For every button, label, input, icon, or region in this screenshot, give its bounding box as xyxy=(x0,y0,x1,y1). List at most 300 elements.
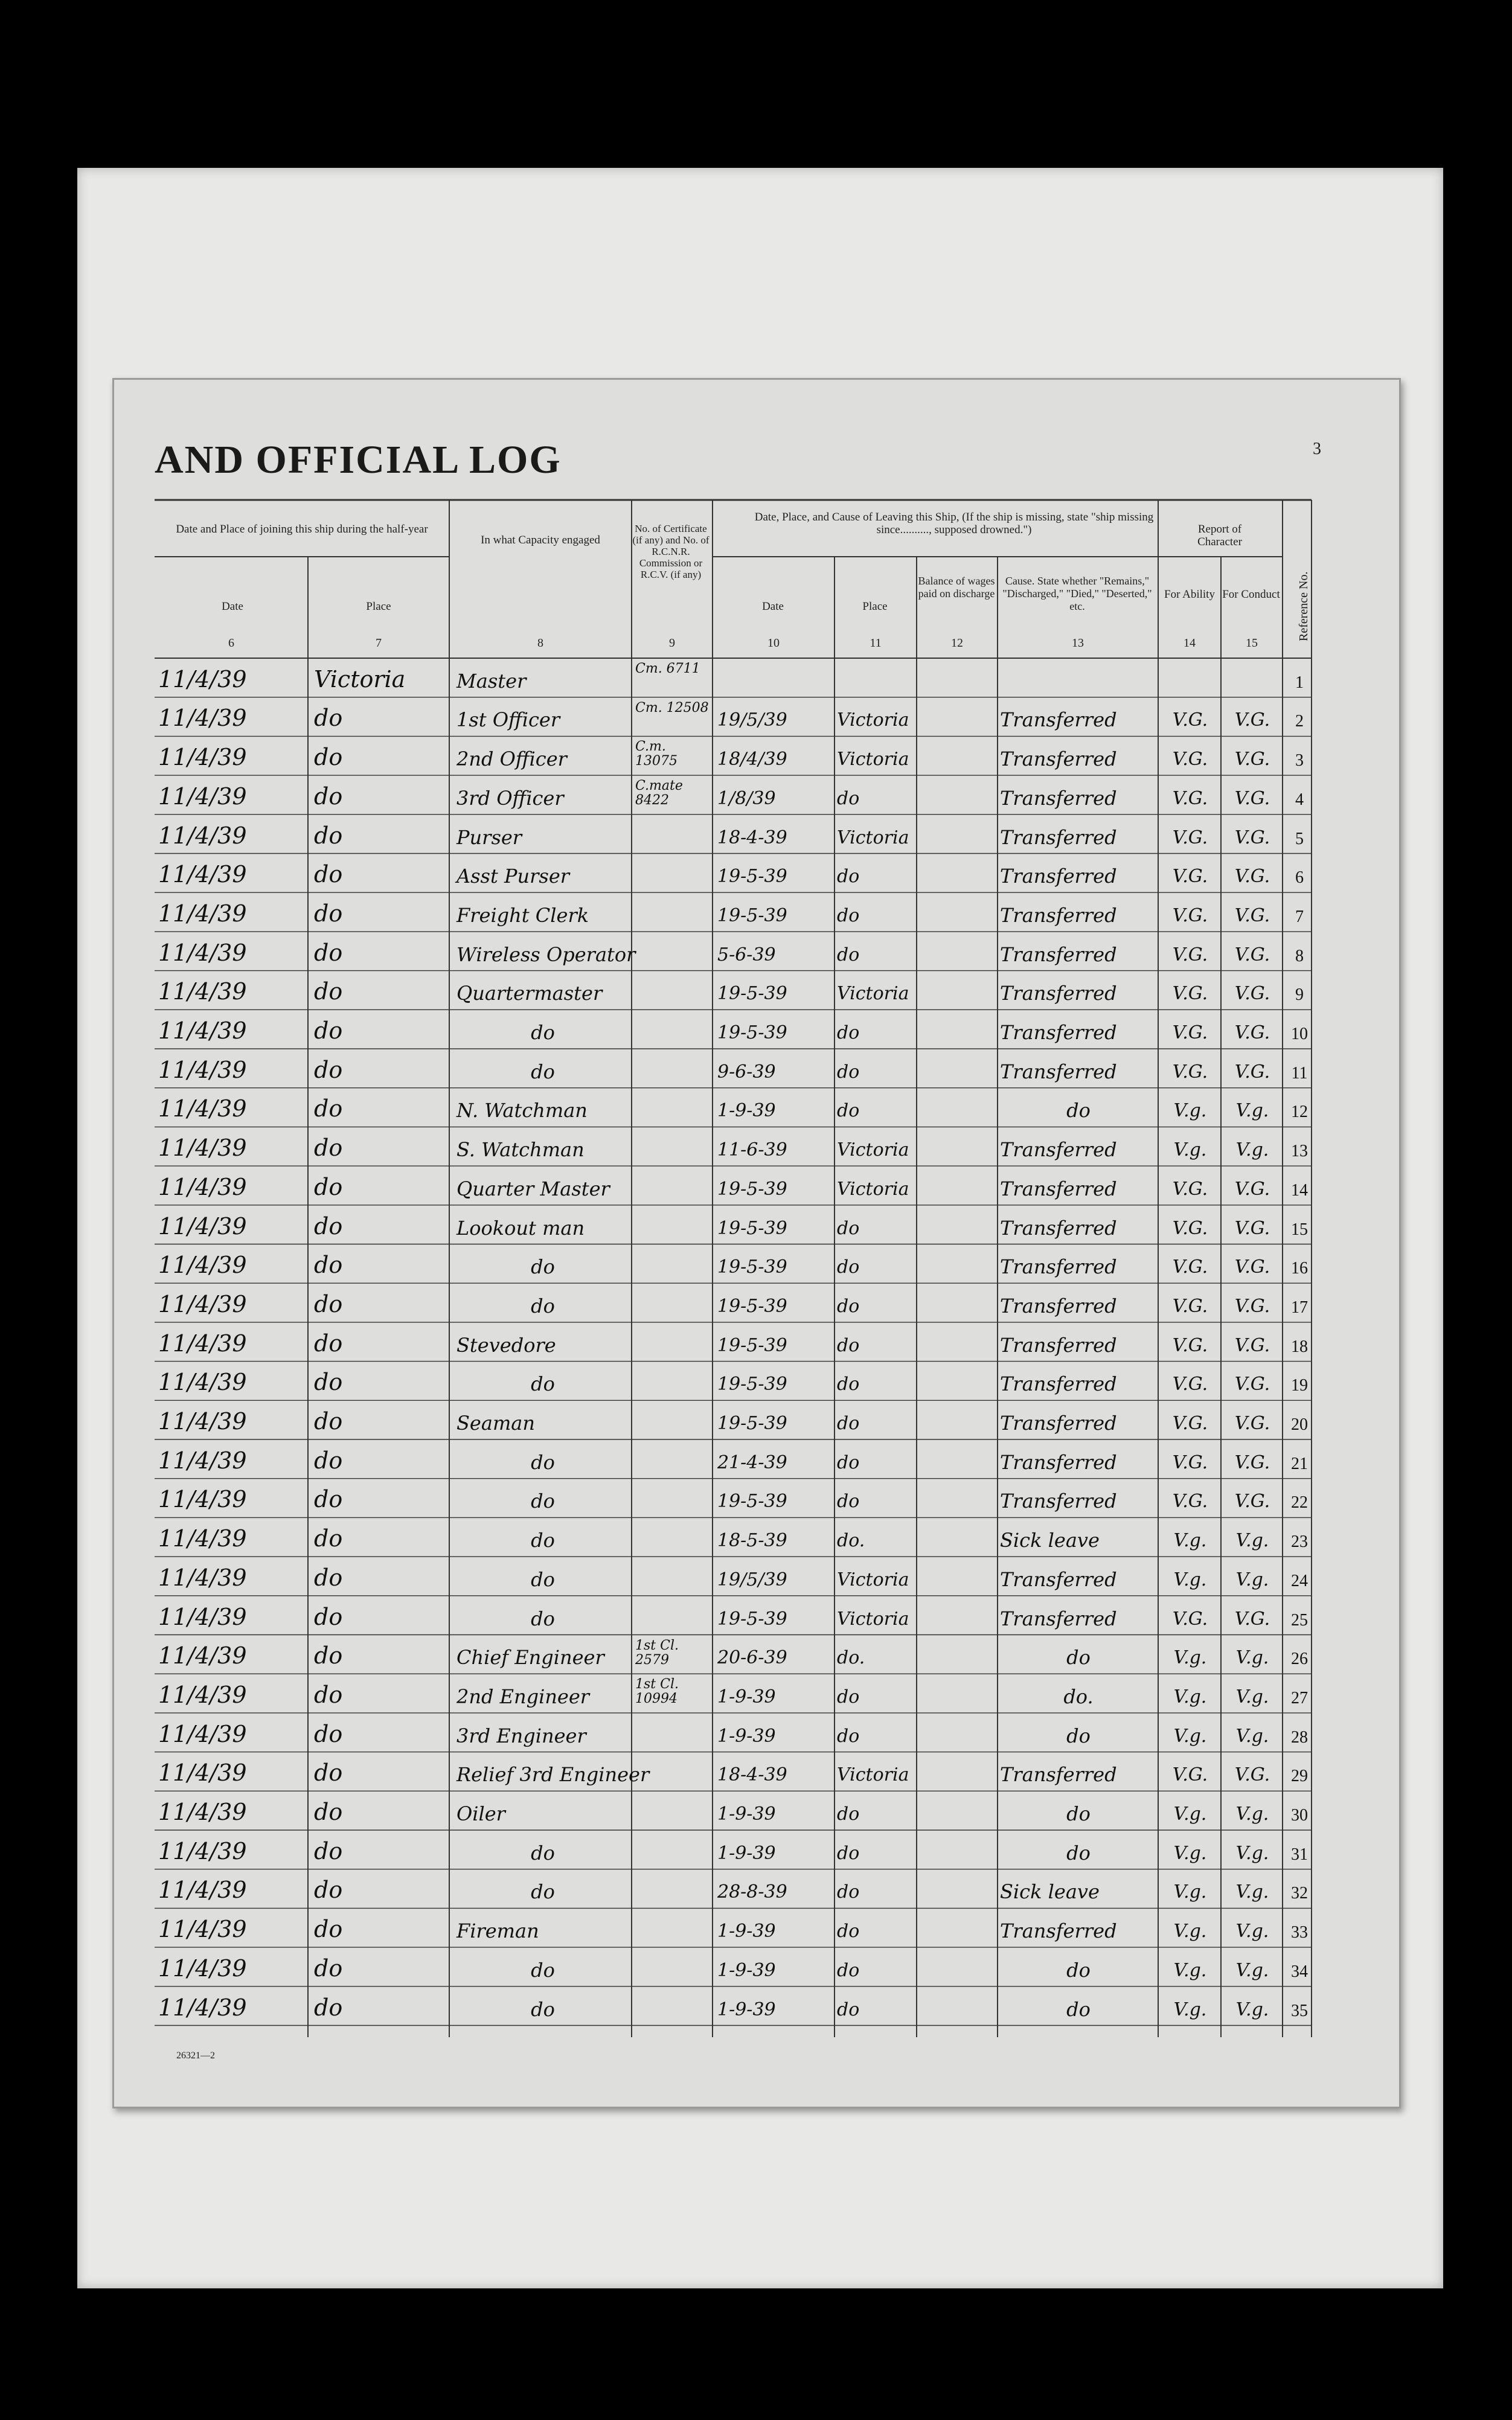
leave-date-cell: 19-5-39 xyxy=(717,904,787,926)
reference-number: 18 xyxy=(1291,1337,1308,1356)
conduct-cell: V.G. xyxy=(1234,1334,1270,1356)
leave-date-cell: 19-5-39 xyxy=(717,1256,787,1278)
reference-number: 26 xyxy=(1291,1650,1308,1669)
column-number: 8 xyxy=(537,636,543,650)
join-date-cell: 11/4/39 xyxy=(158,1954,247,1982)
cause-cell: Transferred xyxy=(1000,747,1117,771)
join-place-cell: do xyxy=(314,744,343,771)
reference-number: 23 xyxy=(1291,1532,1308,1552)
ability-cell: V.g. xyxy=(1173,1804,1207,1825)
conduct-cell: V.g. xyxy=(1235,1530,1269,1552)
conduct-cell: V.G. xyxy=(1234,866,1270,888)
page-number: 3 xyxy=(1313,440,1321,458)
join-place-cell: do xyxy=(314,1759,343,1787)
leave-date-cell: 1-9-39 xyxy=(717,1842,776,1864)
leave-place-cell: do xyxy=(837,1334,860,1356)
leave-place-cell: do xyxy=(837,1061,860,1083)
join-place-cell: do xyxy=(314,1290,343,1317)
header-join-place: Place xyxy=(366,600,391,613)
ability-cell: V.G. xyxy=(1172,1764,1208,1786)
conduct-cell: V.G. xyxy=(1234,827,1270,848)
capacity-cell: Quarter Master xyxy=(456,1177,610,1200)
join-date-cell: 11/4/39 xyxy=(158,1837,247,1865)
join-date-cell: 11/4/39 xyxy=(158,1369,247,1396)
ability-cell: V.G. xyxy=(1172,866,1208,888)
cause-cell: Transferred xyxy=(1000,1177,1117,1200)
header-leave-date: Date xyxy=(762,600,784,613)
leave-place-cell: do xyxy=(837,1725,860,1747)
form-code: 26321—2 xyxy=(176,2050,215,2061)
conduct-cell: V.G. xyxy=(1234,749,1270,770)
join-place-cell: do xyxy=(314,822,343,849)
conduct-cell: V.G. xyxy=(1234,1295,1270,1317)
cause-cell: Transferred xyxy=(1000,943,1117,966)
reference-number: 31 xyxy=(1291,1845,1308,1864)
conduct-cell: V.G. xyxy=(1234,1764,1270,1786)
join-date-cell: 11/4/39 xyxy=(158,978,247,1005)
leave-date-cell: 19-5-39 xyxy=(717,1413,787,1434)
reference-number: 22 xyxy=(1291,1493,1308,1512)
ability-cell: V.G. xyxy=(1172,1022,1208,1043)
conduct-cell: V.g. xyxy=(1235,1881,1269,1903)
ability-cell: V.G. xyxy=(1172,1413,1208,1434)
leave-place-cell: Victoria xyxy=(837,827,909,848)
leave-place-cell: Victoria xyxy=(837,1608,909,1630)
join-place-cell: do xyxy=(314,705,343,732)
header-conduct: For Conduct xyxy=(1222,588,1280,601)
leave-date-cell: 1/8/39 xyxy=(717,787,776,809)
capacity-cell: Fireman xyxy=(456,1919,539,1943)
column-number: 7 xyxy=(376,636,382,650)
leave-place-cell: do. xyxy=(837,1530,865,1552)
join-place-cell: do xyxy=(314,1564,343,1591)
header-reference-no: Reference No. xyxy=(1297,571,1310,641)
leave-date-cell: 5-6-39 xyxy=(717,944,776,965)
leave-place-cell: Victoria xyxy=(837,709,909,731)
join-place-cell: do xyxy=(314,1954,343,1982)
conduct-cell: V.G. xyxy=(1234,787,1270,809)
conduct-cell: V.g. xyxy=(1235,1725,1269,1747)
ability-cell: V.G. xyxy=(1172,1452,1208,1473)
join-date-cell: 11/4/39 xyxy=(158,861,247,888)
capacity-cell: do xyxy=(531,1567,555,1591)
cause-cell: Transferred xyxy=(1000,1255,1117,1279)
ability-cell: V.g. xyxy=(1173,1921,1207,1942)
reference-number: 4 xyxy=(1295,790,1304,809)
capacity-cell: do xyxy=(531,1880,555,1904)
cause-cell: Sick leave xyxy=(1000,1880,1100,1904)
conduct-cell: V.g. xyxy=(1235,1569,1269,1590)
join-date-cell: 11/4/39 xyxy=(158,1681,247,1708)
join-date-cell: 11/4/39 xyxy=(158,1525,247,1552)
cause-cell: Transferred xyxy=(1000,1372,1117,1396)
leave-place-cell: do xyxy=(837,1022,860,1043)
leave-date-cell: 20-6-39 xyxy=(717,1647,787,1669)
ability-cell: V.G. xyxy=(1172,787,1208,809)
reference-number: 19 xyxy=(1291,1376,1308,1395)
capacity-cell: 1st Officer xyxy=(456,708,560,732)
capacity-cell: 2nd Engineer xyxy=(456,1685,590,1708)
conduct-cell: V.g. xyxy=(1235,1921,1269,1942)
conduct-cell: V.G. xyxy=(1234,1374,1270,1395)
join-date-cell: 11/4/39 xyxy=(158,1447,247,1474)
ability-cell: V.G. xyxy=(1172,1295,1208,1317)
capacity-cell: do xyxy=(531,1450,555,1474)
reference-number: 8 xyxy=(1295,946,1304,965)
ability-cell: V.g. xyxy=(1173,1100,1207,1122)
join-place-cell: do xyxy=(314,1408,343,1435)
join-place-cell: do xyxy=(314,1916,343,1943)
reference-number: 32 xyxy=(1291,1884,1308,1903)
conduct-cell: V.G. xyxy=(1234,904,1270,926)
leave-date-cell: 19-5-39 xyxy=(717,1295,787,1317)
ability-cell: V.g. xyxy=(1173,1530,1207,1552)
ability-cell: V.g. xyxy=(1173,1647,1207,1669)
join-date-cell: 11/4/39 xyxy=(158,1877,247,1904)
reference-number: 11 xyxy=(1291,1063,1308,1083)
leave-date-cell: 18-4-39 xyxy=(717,827,787,848)
reference-number: 13 xyxy=(1291,1142,1308,1161)
leave-date-cell: 19/5/39 xyxy=(717,1569,787,1590)
cause-cell: Transferred xyxy=(1000,1763,1117,1787)
certificate-cell: 1st Cl. 2579 xyxy=(635,1637,679,1668)
header-joining-group: Date and Place of joining this ship during the half-year xyxy=(176,523,428,536)
capacity-cell: do xyxy=(531,1841,555,1865)
leave-place-cell: do xyxy=(837,1413,860,1434)
capacity-cell: 3rd Engineer xyxy=(456,1724,586,1747)
ability-cell: V.G. xyxy=(1172,944,1208,965)
join-date-cell: 11/4/39 xyxy=(158,1642,247,1669)
reference-number: 21 xyxy=(1291,1454,1308,1473)
column-number: 14 xyxy=(1184,636,1196,650)
join-date-cell: 11/4/39 xyxy=(158,1212,247,1240)
leave-place-cell: do xyxy=(837,1959,860,1981)
join-place-cell: do xyxy=(314,1720,343,1747)
join-date-cell: 11/4/39 xyxy=(158,1916,247,1943)
ability-cell: V.G. xyxy=(1172,1061,1208,1083)
leave-date-cell: 19-5-39 xyxy=(717,1022,787,1043)
column-number: 13 xyxy=(1072,636,1084,650)
cause-cell: Transferred xyxy=(1000,903,1117,927)
leave-place-cell: do xyxy=(837,1374,860,1395)
join-date-cell: 11/4/39 xyxy=(158,1759,247,1787)
capacity-cell: Relief 3rd Engineer xyxy=(456,1763,650,1787)
column-number: 11 xyxy=(870,636,882,650)
capacity-cell: N. Watchman xyxy=(456,1099,588,1122)
capacity-cell: do xyxy=(531,1021,555,1044)
leave-date-cell: 1-9-39 xyxy=(717,1100,776,1122)
capacity-cell: do xyxy=(531,1607,555,1630)
reference-number: 2 xyxy=(1295,712,1304,731)
cause-cell: Transferred xyxy=(1000,982,1117,1005)
cause-cell: do xyxy=(1066,1646,1091,1669)
capacity-cell: Purser xyxy=(456,825,522,849)
join-date-cell: 11/4/39 xyxy=(158,705,247,732)
conduct-cell: V.G. xyxy=(1234,944,1270,965)
leave-place-cell: do. xyxy=(837,1647,865,1669)
ability-cell: V.G. xyxy=(1172,1374,1208,1395)
certificate-cell: C.mate 8422 xyxy=(635,778,683,808)
leave-date-cell: 19-5-39 xyxy=(717,1374,787,1395)
reference-number: 3 xyxy=(1295,751,1304,770)
join-place-cell: Victoria xyxy=(314,665,406,693)
leave-place-cell: do xyxy=(837,866,860,888)
conduct-cell: V.g. xyxy=(1235,1842,1269,1864)
conduct-cell: V.G. xyxy=(1234,1022,1270,1043)
conduct-cell: V.g. xyxy=(1235,1999,1269,2020)
reference-number: 9 xyxy=(1295,985,1304,1005)
reference-number: 5 xyxy=(1295,829,1304,848)
leave-place-cell: Victoria xyxy=(837,1569,909,1590)
cause-cell: Sick leave xyxy=(1000,1529,1100,1552)
column-number: 6 xyxy=(228,636,234,650)
join-date-cell: 11/4/39 xyxy=(158,1290,247,1317)
ability-cell: V.G. xyxy=(1172,1256,1208,1278)
conduct-cell: V.G. xyxy=(1234,1217,1270,1239)
join-place-cell: do xyxy=(314,1173,343,1200)
cause-cell: Transferred xyxy=(1000,1450,1117,1474)
cause-cell: do xyxy=(1066,1802,1091,1825)
conduct-cell: V.g. xyxy=(1235,1959,1269,1981)
cause-cell: Transferred xyxy=(1000,865,1117,888)
join-date-cell: 11/4/39 xyxy=(158,1603,247,1630)
leave-place-cell: do xyxy=(837,1881,860,1903)
cause-cell: Transferred xyxy=(1000,1567,1117,1591)
leave-place-cell: do xyxy=(837,1452,860,1473)
join-place-cell: do xyxy=(314,1447,343,1474)
leave-date-cell: 19-5-39 xyxy=(717,1178,787,1200)
join-date-cell: 11/4/39 xyxy=(158,900,247,927)
leave-date-cell: 19-5-39 xyxy=(717,1608,787,1630)
leave-date-cell: 19-5-39 xyxy=(717,983,787,1005)
join-date-cell: 11/4/39 xyxy=(158,822,247,849)
leave-date-cell: 1-9-39 xyxy=(717,1999,776,2020)
header-join-date: Date xyxy=(222,600,243,613)
join-date-cell: 11/4/39 xyxy=(158,1173,247,1200)
reference-number: 24 xyxy=(1291,1571,1308,1590)
leave-place-cell: do xyxy=(837,1491,860,1512)
cause-cell: do xyxy=(1066,1997,1091,2021)
join-date-cell: 11/4/39 xyxy=(158,1799,247,1825)
leave-place-cell: do xyxy=(837,1295,860,1317)
capacity-cell: Quartermaster xyxy=(456,982,603,1005)
leave-date-cell: 1-9-39 xyxy=(717,1804,776,1825)
join-place-cell: do xyxy=(314,1095,343,1122)
leave-date-cell: 19-5-39 xyxy=(717,1334,787,1356)
cause-cell: do xyxy=(1066,1841,1091,1865)
reference-number: 27 xyxy=(1291,1688,1308,1708)
join-date-cell: 11/4/39 xyxy=(158,1330,247,1357)
join-date-cell: 11/4/39 xyxy=(158,1135,247,1162)
leave-date-cell: 1-9-39 xyxy=(717,1959,776,1981)
join-date-cell: 11/4/39 xyxy=(158,744,247,771)
conduct-cell: V.G. xyxy=(1234,1452,1270,1473)
capacity-cell: Oiler xyxy=(456,1802,505,1825)
leave-place-cell: do xyxy=(837,1842,860,1864)
reference-number: 28 xyxy=(1291,1727,1308,1747)
leave-place-cell: do xyxy=(837,1217,860,1239)
column-number: 9 xyxy=(669,636,675,650)
join-date-cell: 11/4/39 xyxy=(158,1095,247,1122)
join-place-cell: do xyxy=(314,939,343,966)
leave-date-cell: 18-5-39 xyxy=(717,1530,787,1552)
capacity-cell: Lookout man xyxy=(456,1216,585,1240)
join-date-cell: 11/4/39 xyxy=(158,1252,247,1279)
reference-number: 34 xyxy=(1291,1962,1308,1981)
leave-date-cell: 1-9-39 xyxy=(717,1725,776,1747)
header-ability: For Ability xyxy=(1164,588,1215,601)
leave-date-cell: 28-8-39 xyxy=(717,1881,787,1903)
ability-cell: V.g. xyxy=(1173,1725,1207,1747)
leave-date-cell: 18/4/39 xyxy=(717,749,787,770)
ability-cell: V.G. xyxy=(1172,983,1208,1005)
leave-place-cell: Victoria xyxy=(837,983,909,1005)
capacity-cell: Asst Purser xyxy=(456,865,570,888)
ability-cell: V.g. xyxy=(1173,1881,1207,1903)
join-date-cell: 11/4/39 xyxy=(158,665,247,693)
ability-cell: V.G. xyxy=(1172,1608,1208,1630)
reference-number: 16 xyxy=(1291,1259,1308,1278)
join-date-cell: 11/4/39 xyxy=(158,1720,247,1747)
capacity-cell: S. Watchman xyxy=(456,1138,585,1162)
leave-place-cell: do xyxy=(837,944,860,965)
cause-cell: do xyxy=(1066,1099,1091,1122)
join-place-cell: do xyxy=(314,1525,343,1552)
cause-cell: do xyxy=(1066,1724,1091,1747)
leave-place-cell: do xyxy=(837,1686,860,1708)
join-date-cell: 11/4/39 xyxy=(158,1408,247,1435)
leave-place-cell: do xyxy=(837,787,860,809)
leave-date-cell: 1-9-39 xyxy=(717,1686,776,1708)
page-title: AND OFFICIAL LOG xyxy=(155,438,562,482)
join-place-cell: do xyxy=(314,1837,343,1865)
ability-cell: V.G. xyxy=(1172,709,1208,731)
column-number: 10 xyxy=(767,636,780,650)
capacity-cell: do xyxy=(531,1958,555,1982)
header-certificate: No. of Certificate (if any) and No. of R.C.N.R. Commission or R.C.V. (if any) xyxy=(632,523,710,580)
capacity-cell: do xyxy=(531,1372,555,1396)
ability-cell: V.g. xyxy=(1173,1686,1207,1708)
leave-place-cell: Victoria xyxy=(837,749,909,770)
capacity-cell: do xyxy=(531,1060,555,1083)
ability-cell: V.G. xyxy=(1172,1217,1208,1239)
header-leave-place: Place xyxy=(862,600,888,613)
ability-cell: V.g. xyxy=(1173,1959,1207,1981)
leave-place-cell: Victoria xyxy=(837,1139,909,1161)
capacity-cell: do xyxy=(531,1997,555,2021)
reference-number: 7 xyxy=(1295,907,1304,926)
capacity-cell: Wireless Operator xyxy=(456,943,636,966)
reference-number: 10 xyxy=(1291,1025,1308,1043)
join-place-cell: do xyxy=(314,1056,343,1083)
cause-cell: Transferred xyxy=(1000,1021,1117,1044)
reference-number: 33 xyxy=(1291,1923,1308,1942)
join-place-cell: do xyxy=(314,1369,343,1396)
conduct-cell: V.G. xyxy=(1234,1413,1270,1434)
cause-cell: Transferred xyxy=(1000,1216,1117,1240)
join-date-cell: 11/4/39 xyxy=(158,1017,247,1044)
cause-cell: do xyxy=(1066,1958,1091,1982)
join-date-cell: 11/4/39 xyxy=(158,1486,247,1513)
join-place-cell: do xyxy=(314,1486,343,1513)
conduct-cell: V.g. xyxy=(1235,1804,1269,1825)
reference-number: 25 xyxy=(1291,1610,1308,1630)
cause-cell: Transferred xyxy=(1000,1138,1117,1162)
join-place-cell: do xyxy=(314,1799,343,1825)
conduct-cell: V.G. xyxy=(1234,983,1270,1005)
leave-place-cell: Victoria xyxy=(837,1178,909,1200)
ability-cell: V.G. xyxy=(1172,749,1208,770)
leave-place-cell: do xyxy=(837,1999,860,2020)
cause-cell: Transferred xyxy=(1000,708,1117,732)
join-place-cell: do xyxy=(314,1994,343,2021)
conduct-cell: V.g. xyxy=(1235,1686,1269,1708)
header-report-group: Report of Character xyxy=(1197,523,1242,548)
header-cause: Cause. State whether "Remains," "Discharged," "Died," "Deserted," etc. xyxy=(1002,575,1152,612)
leave-date-cell: 19-5-39 xyxy=(717,1491,787,1512)
cause-cell: Transferred xyxy=(1000,1333,1117,1357)
conduct-cell: V.G. xyxy=(1234,1256,1270,1278)
reference-number: 35 xyxy=(1291,2001,1308,2020)
join-place-cell: do xyxy=(314,900,343,927)
leave-place-cell: do xyxy=(837,1921,860,1942)
certificate-cell: Cm. 6711 xyxy=(635,661,700,676)
leave-place-cell: do xyxy=(837,904,860,926)
leave-date-cell: 18-4-39 xyxy=(717,1764,787,1786)
reference-number: 17 xyxy=(1291,1298,1308,1317)
leave-date-cell: 9-6-39 xyxy=(717,1061,776,1083)
capacity-cell: do xyxy=(531,1529,555,1552)
join-place-cell: do xyxy=(314,1252,343,1279)
conduct-cell: V.g. xyxy=(1235,1647,1269,1669)
join-place-cell: do xyxy=(314,1877,343,1904)
ability-cell: V.g. xyxy=(1173,1569,1207,1590)
leave-place-cell: do xyxy=(837,1804,860,1825)
capacity-cell: do xyxy=(531,1490,555,1513)
leave-place-cell: do xyxy=(837,1100,860,1122)
join-place-cell: do xyxy=(314,861,343,888)
join-date-cell: 11/4/39 xyxy=(158,783,247,810)
leave-date-cell: 11-6-39 xyxy=(717,1139,787,1161)
conduct-cell: V.G. xyxy=(1234,1491,1270,1512)
cause-cell: Transferred xyxy=(1000,1919,1117,1943)
header-balance: Balance of wages paid on discharge xyxy=(918,575,995,600)
join-place-cell: do xyxy=(314,1603,343,1630)
certificate-cell: Cm. 12508 xyxy=(635,700,709,715)
ability-cell: V.G. xyxy=(1172,1491,1208,1512)
leave-date-cell: 21-4-39 xyxy=(717,1452,787,1473)
join-place-cell: do xyxy=(314,1135,343,1162)
reference-number: 1 xyxy=(1295,673,1304,692)
reference-number: 29 xyxy=(1291,1767,1308,1786)
capacity-cell: Seaman xyxy=(456,1412,535,1435)
capacity-cell: do xyxy=(531,1294,555,1317)
conduct-cell: V.G. xyxy=(1234,1061,1270,1083)
reference-number: 30 xyxy=(1291,1806,1308,1825)
cause-cell: Transferred xyxy=(1000,825,1117,849)
reference-number: 6 xyxy=(1295,868,1304,888)
cause-cell: Transferred xyxy=(1000,1607,1117,1630)
join-place-cell: do xyxy=(314,1330,343,1357)
ability-cell: V.g. xyxy=(1173,1999,1207,2020)
ability-cell: V.G. xyxy=(1172,1178,1208,1200)
capacity-cell: 2nd Officer xyxy=(456,747,567,771)
join-date-cell: 11/4/39 xyxy=(158,939,247,966)
leave-date-cell: 1-9-39 xyxy=(717,1921,776,1942)
conduct-cell: V.g. xyxy=(1235,1139,1269,1161)
join-date-cell: 11/4/39 xyxy=(158,1564,247,1591)
reference-number: 12 xyxy=(1291,1103,1308,1122)
